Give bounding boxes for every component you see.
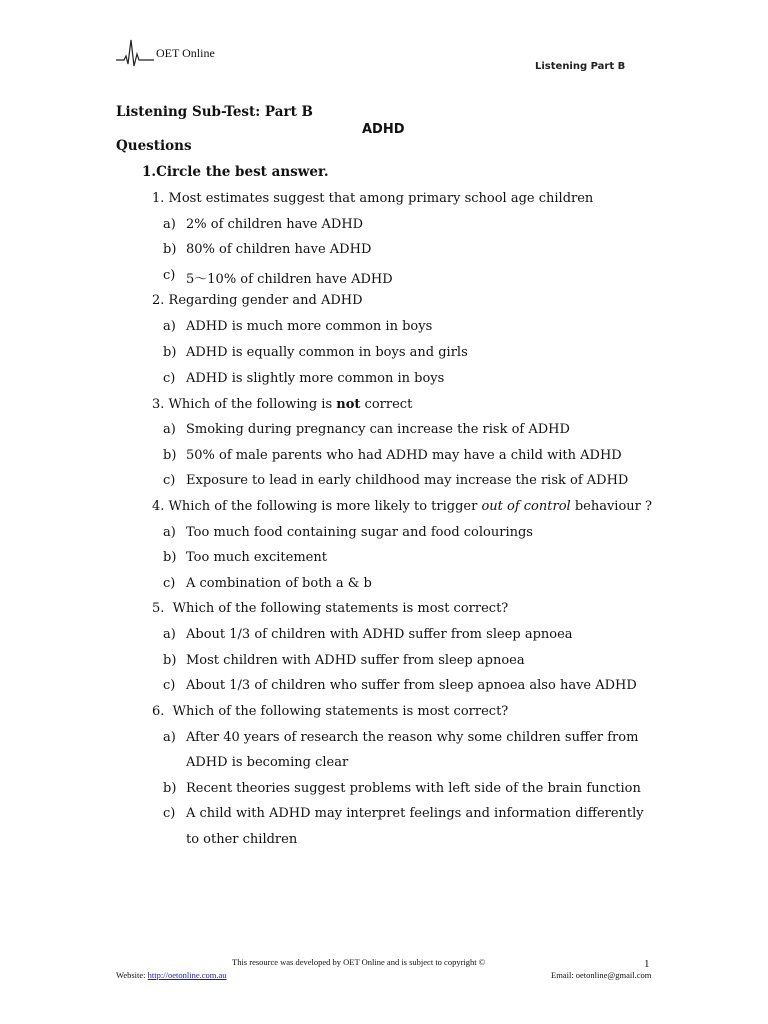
option-letter: c): [163, 806, 176, 821]
option-text[interactable]: Recent theories suggest problems with left side of the brain function: [186, 781, 641, 796]
option-letter: b): [163, 653, 177, 668]
option-text[interactable]: About 1/3 of children with ADHD suffer from sleep apnoea: [186, 627, 573, 642]
option-letter: b): [163, 242, 177, 257]
question-stem: 2. Regarding gender and ADHD: [152, 293, 363, 308]
option-letter: b): [163, 345, 177, 360]
logo-text: OET Online: [156, 45, 215, 60]
option-text[interactable]: Too much food containing sugar and food colourings: [186, 525, 533, 540]
option-letter: b): [163, 448, 177, 463]
question-stem: 5. Which of the following statements is most correct?: [152, 601, 509, 616]
option-letter: a): [163, 422, 176, 437]
option-text[interactable]: Most children with ADHD suffer from sleep apnoea: [186, 653, 525, 668]
question-stem: 3. Which of the following is not correct: [152, 397, 413, 412]
option-text[interactable]: 2% of children have ADHD: [186, 217, 364, 232]
option-letter: c): [163, 268, 176, 283]
question-stem: 6. Which of the following statements is most correct?: [152, 704, 509, 719]
option-text-continued[interactable]: ADHD is becoming clear: [186, 755, 349, 770]
subtest-title: Listening Sub-Test: Part B: [116, 104, 313, 120]
section-label: Listening Part B: [535, 61, 626, 72]
option-letter: a): [163, 730, 176, 745]
option-text[interactable]: About 1/3 of children who suffer from sleep apnoea also have ADHD: [186, 678, 637, 693]
copyright-note: This resource was developed by OET Online and is subject to copyright ©: [232, 957, 486, 967]
email-line: Email: oetonline@gmail.com: [551, 970, 652, 980]
emphasis-out-of-control: out of control: [481, 499, 571, 514]
option-text-continued[interactable]: to other children: [186, 832, 298, 847]
questions-heading: Questions: [116, 138, 192, 154]
option-letter: a): [163, 217, 176, 232]
question-stem: 1. Most estimates suggest that among primary school age children: [152, 191, 594, 206]
option-letter: c): [163, 678, 176, 693]
option-text[interactable]: ADHD is much more common in boys: [186, 319, 433, 334]
instruction: 1.Circle the best answer.: [142, 164, 329, 180]
emphasis-not: not: [336, 397, 361, 412]
option-text[interactable]: ADHD is equally common in boys and girls: [186, 345, 468, 360]
page-number: 1: [644, 958, 650, 970]
option-text[interactable]: A combination of both a & b: [186, 576, 372, 591]
option-letter: c): [163, 473, 176, 488]
option-text[interactable]: A child with ADHD may interpret feelings and information differently: [186, 806, 644, 821]
website-link[interactable]: http://oetonline.com.au: [147, 970, 227, 980]
option-text[interactable]: After 40 years of research the reason why some children suffer from: [186, 730, 639, 745]
option-text[interactable]: 80% of children have ADHD: [186, 242, 372, 257]
topic-title: ADHD: [362, 122, 405, 137]
option-text[interactable]: Exposure to lead in early childhood may increase the risk of ADHD: [186, 473, 629, 488]
option-letter: c): [163, 576, 176, 591]
option-text[interactable]: 50% of male parents who had ADHD may have a child with ADHD: [186, 448, 622, 463]
option-letter: a): [163, 319, 176, 334]
option-letter: b): [163, 781, 177, 796]
option-letter: c): [163, 371, 176, 386]
question-stem: 4. Which of the following is more likely to trigger out of control behaviour ?: [152, 499, 652, 514]
option-text[interactable]: Smoking during pregnancy can increase the risk of ADHD: [186, 422, 570, 437]
option-letter: b): [163, 550, 177, 565]
option-letter: a): [163, 627, 176, 642]
heartbeat-icon: [116, 38, 154, 68]
option-letter: a): [163, 525, 176, 540]
oet-logo: [116, 38, 215, 68]
option-text[interactable]: ADHD is slightly more common in boys: [186, 371, 445, 386]
option-text[interactable]: Too much excitement: [186, 550, 327, 565]
website-line: Website: http://oetonline.com.au: [116, 970, 227, 980]
option-text[interactable]: 5～10% of children have ADHD: [186, 272, 393, 287]
